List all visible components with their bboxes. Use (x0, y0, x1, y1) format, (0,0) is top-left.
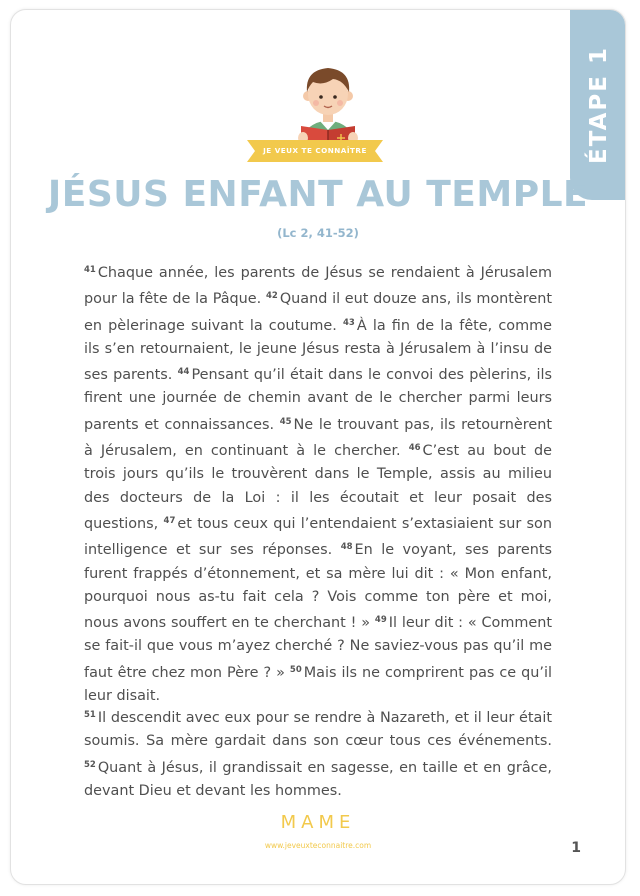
verse-number: 49 (374, 615, 387, 626)
step-tab (570, 10, 626, 200)
verse-number: 52 (84, 759, 96, 770)
paragraph-1 (84, 259, 552, 708)
verse-number: 41 (84, 265, 96, 275)
scripture-reference: (Lc 2, 41-52) (277, 226, 359, 240)
banner-text: JE VEUX TE CONNAÎTRE (263, 146, 367, 155)
verse-number: 47 (163, 515, 176, 526)
verse-number: 50 (289, 664, 302, 675)
step-label: ÉTAPE 1 (585, 46, 612, 164)
verse-number: 43 (343, 317, 355, 328)
verse-text: Ne le trouvant pas, ils retournèrent à Jérusalem, en continuant à le chercher. (84, 416, 552, 460)
publisher-website: www.jeveuxteconnaitre.com (264, 841, 372, 850)
page-card (10, 9, 626, 885)
publisher-logo: MAME (280, 812, 356, 833)
banner (247, 140, 383, 162)
verse-number: 48 (340, 542, 353, 553)
verse-text: Quant à Jésus, il grandissait en sagesse, en taille et en grâce, devant Dieu et devant les hommes. (84, 759, 552, 799)
verse-text: Quand il eut douze ans, ils montèrent en pèlerinage suivant la coutume. (84, 291, 552, 334)
verse-text: Il leur dit : « Comment se fait-il que vous m’ayez cherché ? Ne saviez-vous pas qu’il me faut être chez mon Père ? » (84, 615, 553, 681)
page-title: JÉSUS ENFANT AU TEMPLE (47, 174, 589, 215)
verse-text: À la fin de la fête, comme ils s’en retournaient, le jeune Jésus resta à Jérusalem à l’insu de ses parents. (84, 317, 552, 384)
verse-number: 44 (177, 367, 190, 378)
verse-number: 51 (84, 710, 96, 720)
verse-text: Mais ils ne comprirent pas ce qu’il leur disait. (84, 664, 552, 705)
verse-text: Pensant qu’il était dans le convoi des pèlerins, ils firent une journée de chemin avant de le chercher parmi leurs parents et connaissances. (84, 367, 552, 433)
verse-number: 46 (408, 443, 421, 454)
paragraph-2 (84, 704, 552, 803)
verse-text: C’est au bout de trois jours qu’ils le trouvèrent dans le Temple, assis au milieu des docteurs de la Loi : il les écoutait et leur posait des questions, (84, 443, 553, 532)
verse-number: 42 (265, 291, 278, 302)
page-number: 1 (571, 840, 581, 856)
verse-text: Chaque année, les parents de Jésus se rendaient à Jérusalem pour la fête de la Pâque. (84, 265, 552, 308)
verse-text: En le voyant, ses parents furent frappés d’étonnement, et sa mère lui dit : « Mon enfant, pourquoi nous as-tu fait cela ? Vois comme ton père et moi, nous avons souffert en te cherchant ! » (84, 542, 553, 632)
verse-text: et tous ceux qui l’entendaient s’extasiaient sur son intelligence et sur ses réponses. (84, 515, 552, 559)
verse-number: 45 (279, 416, 292, 427)
verse-text: Il descendit avec eux pour se rendre à Nazareth, et il leur était soumis. Sa mère gardait dans son cœur tous ces événements. (84, 710, 552, 750)
